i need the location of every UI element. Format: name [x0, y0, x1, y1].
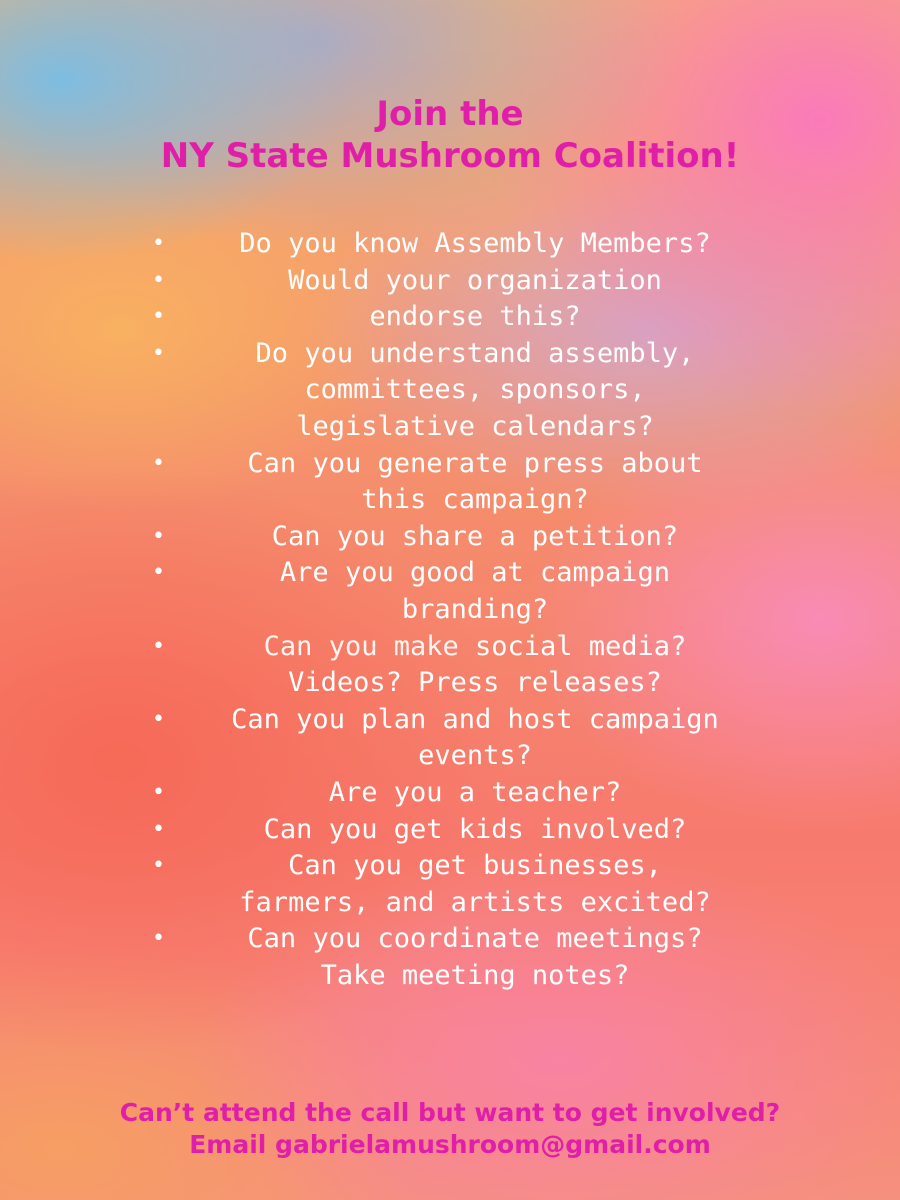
- question-text-main: Can you generate press about: [247, 447, 703, 479]
- question-text-main: Would your organization: [288, 264, 662, 296]
- footer-call-note: Can’t attend the call but want to get involved?: [119, 1098, 781, 1127]
- question-text-main: branding?: [401, 593, 549, 625]
- question-text-main: Do you know Assembly Members?: [239, 228, 711, 259]
- question-text-main: Do you understand assembly,: [255, 337, 695, 369]
- question-line: [140, 629, 780, 666]
- question-text-main: events?: [418, 740, 532, 772]
- question-text: [201, 702, 719, 739]
- question-text: [266, 409, 654, 446]
- question-text: [209, 885, 710, 922]
- poster-title: [0, 93, 900, 177]
- question-text: [291, 958, 630, 995]
- question-line: [140, 555, 780, 592]
- question-line: [140, 775, 780, 812]
- question-text: [217, 921, 702, 958]
- question-text-main: Can you get businesses,: [288, 850, 662, 882]
- question-text: [274, 372, 645, 409]
- question-text: [209, 226, 710, 263]
- footer-email[interactable]: Email gabrielamushroom@gmail.com: [189, 1130, 711, 1159]
- question-line: [140, 263, 780, 300]
- question-line: [140, 738, 780, 775]
- question-text-main: Are you good at campaign: [279, 557, 671, 589]
- footer: [0, 1097, 900, 1161]
- question-line: [140, 482, 780, 519]
- bullet-dot: •: [152, 340, 165, 366]
- bullet-dot: •: [152, 523, 165, 549]
- question-text: [242, 519, 678, 556]
- question-text-main: Can you coordinate meetings?: [247, 923, 703, 955]
- question-text-main: Can you plan and host campaign: [231, 703, 719, 735]
- question-text: [217, 446, 702, 483]
- question-text: [258, 263, 662, 300]
- question-text-main: Videos? Press releases?: [288, 667, 662, 699]
- question-line: [140, 702, 780, 739]
- question-text-main: Can you get kids involved?: [263, 813, 687, 845]
- question-line: [140, 519, 780, 556]
- question-text-main: farmers, and artists excited?: [239, 886, 711, 918]
- question-text-main: Can you share a petition?: [271, 520, 679, 552]
- title-line-2: NY State Mushroom Coalition!: [160, 136, 740, 176]
- bullet-dot: •: [152, 304, 165, 330]
- bullet-dot: •: [152, 816, 165, 842]
- question-line: [140, 848, 780, 885]
- question-line: [140, 921, 780, 958]
- question-text: [339, 299, 580, 336]
- question-text: [388, 738, 532, 775]
- question-line: [140, 446, 780, 483]
- question-text-main: this campaign?: [361, 484, 589, 516]
- question-text: [258, 665, 662, 702]
- question-list: [140, 226, 780, 994]
- question-line: [140, 885, 780, 922]
- question-text: [234, 629, 687, 666]
- bullet-dot: •: [152, 706, 165, 732]
- question-text-main: Take meeting notes?: [320, 959, 630, 991]
- question-line: [140, 812, 780, 849]
- question-text-main: committees, sponsors,: [304, 374, 646, 406]
- question-text-main: endorse this?: [369, 301, 581, 333]
- question-text-light: Can you make: [263, 630, 475, 662]
- question-line: [140, 958, 780, 995]
- title-line-1: Join the: [376, 94, 524, 134]
- question-line: [140, 226, 780, 263]
- question-text: [331, 482, 589, 519]
- bullet-dot: •: [152, 633, 165, 659]
- bullet-dot: •: [152, 853, 165, 879]
- question-text: [234, 812, 687, 849]
- question-text-main: social media?: [475, 630, 687, 662]
- question-line: [140, 336, 780, 373]
- bullet-dot: •: [152, 450, 165, 476]
- bullet-dot: •: [152, 267, 165, 293]
- question-text-main: legislative calendars?: [296, 410, 654, 442]
- question-line: [140, 665, 780, 702]
- question-line: [140, 299, 780, 336]
- question-text: [250, 555, 670, 592]
- question-line: [140, 592, 780, 629]
- bullet-dot: •: [152, 231, 165, 256]
- bullet-dot: •: [152, 926, 165, 952]
- question-text: [226, 336, 695, 373]
- bullet-dot: •: [152, 779, 165, 805]
- bullet-dot: •: [152, 560, 165, 586]
- question-text: [372, 592, 548, 629]
- question-text-main: Are you a teacher?: [328, 776, 622, 808]
- question-text: [258, 848, 662, 885]
- question-line: [140, 409, 780, 446]
- question-text: [299, 775, 622, 812]
- question-line: [140, 372, 780, 409]
